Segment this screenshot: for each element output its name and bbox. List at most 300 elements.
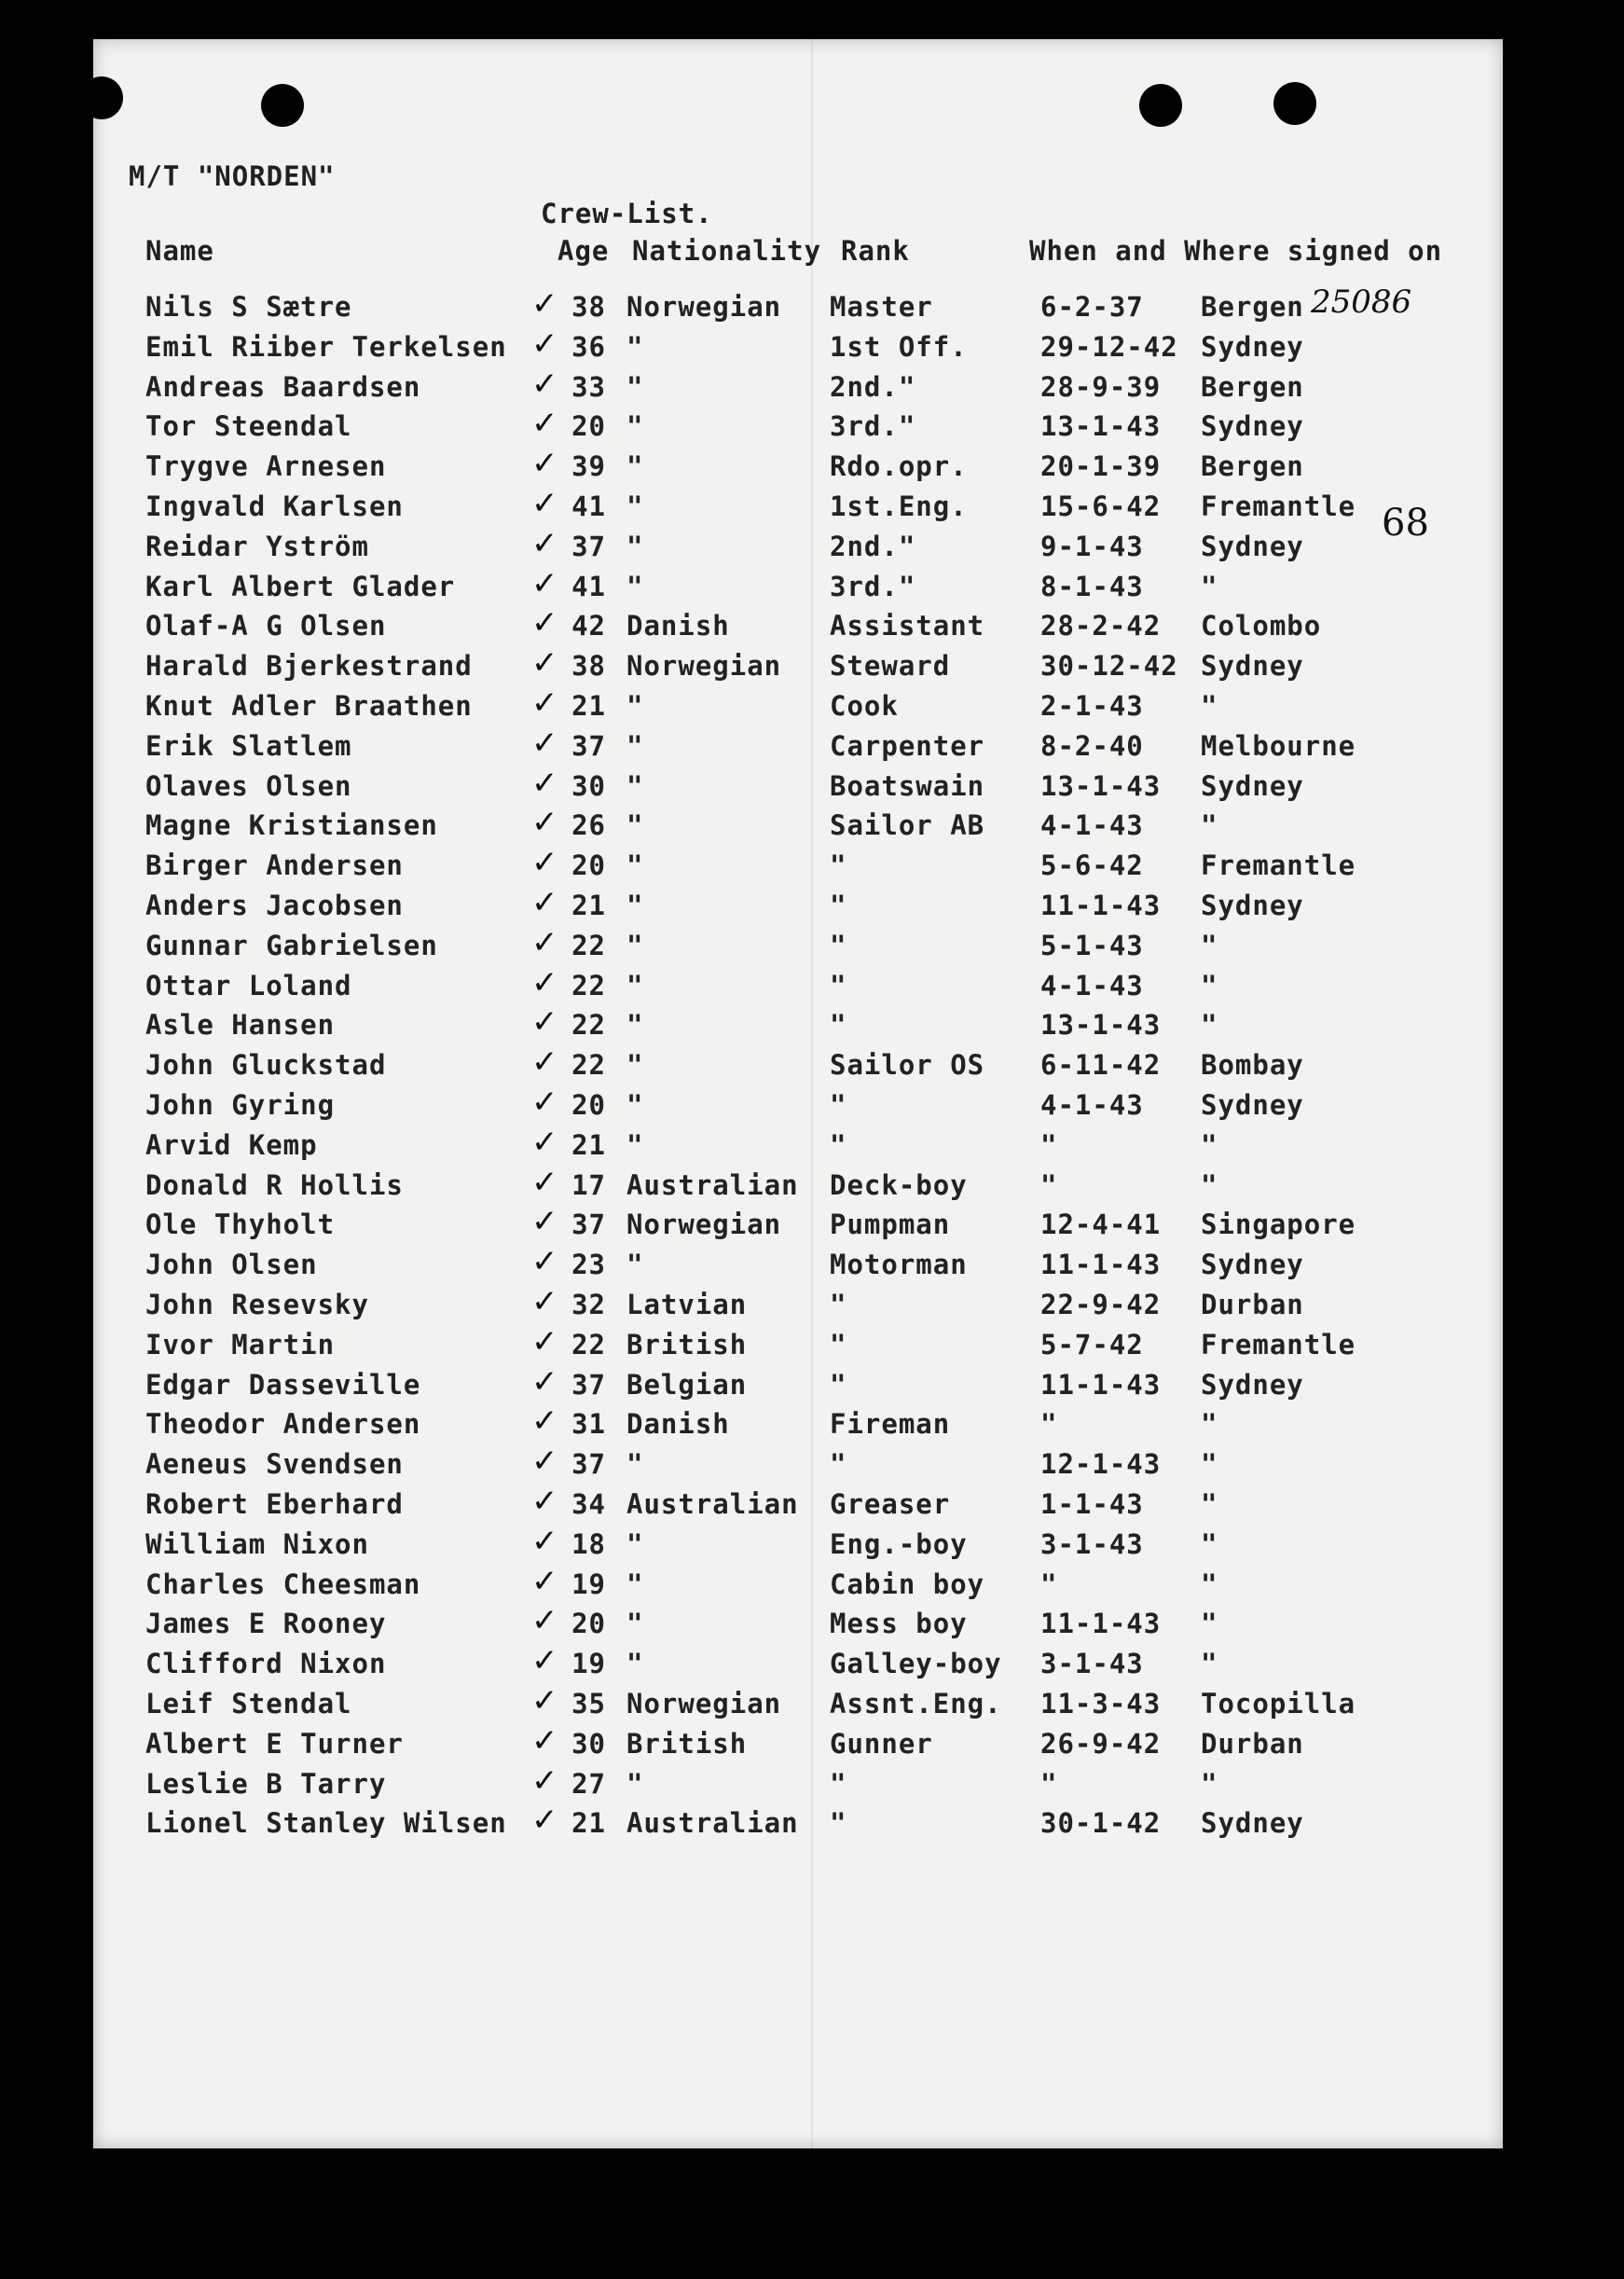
crew-name: Ottar Loland: [145, 969, 352, 1001]
table-row: [93, 1443, 1503, 1488]
crew-rank: ": [830, 1807, 847, 1840]
crew-signed-date: 5-1-43: [1040, 929, 1144, 961]
crew-nationality: ": [626, 530, 644, 562]
crew-age: 32: [571, 1289, 606, 1320]
checkmark-icon: ✓: [531, 485, 558, 522]
table-row: [93, 1203, 1503, 1249]
checkmark-icon: ✓: [531, 1761, 558, 1800]
crew-name: Magne Kristiansen: [145, 809, 438, 842]
crew-signed-date: 2-1-43: [1040, 690, 1144, 722]
crew-nationality: ": [626, 1648, 644, 1680]
crew-signed-place: ": [1201, 1648, 1218, 1680]
crew-nationality: ": [626, 1009, 644, 1042]
crew-age: 37: [571, 530, 606, 562]
crew-nationality: ": [626, 1128, 644, 1161]
table-row: [93, 1522, 1503, 1568]
crew-signed-place: ": [1201, 1408, 1218, 1441]
crew-age: 36: [571, 330, 606, 363]
crew-signed-date: 8-1-43: [1040, 570, 1144, 602]
crew-signed-date: 6-11-42: [1040, 1049, 1162, 1082]
crew-signed-place: Bergen: [1201, 450, 1304, 483]
crew-age: 26: [571, 809, 606, 842]
crew-signed-date: 9-1-43: [1040, 530, 1144, 562]
crew-name: Donald R Hollis: [145, 1168, 404, 1201]
crew-name: Harald Bjerkestrand: [145, 650, 473, 683]
crew-signed-place: Bergen: [1201, 370, 1304, 403]
crew-name: Reidar Yström: [145, 530, 369, 562]
crew-signed-date: 12-1-43: [1040, 1448, 1162, 1481]
crew-age: 30: [571, 769, 606, 802]
crew-rank: ": [830, 1009, 847, 1042]
checkmark-icon: ✓: [531, 884, 558, 921]
checkmark-icon: ✓: [531, 724, 558, 762]
crew-signed-place: Sydney: [1201, 890, 1304, 921]
crew-signed-place: ": [1201, 1767, 1218, 1800]
crew-signed-place: ": [1201, 1608, 1218, 1640]
crew-rank: Fireman: [830, 1408, 951, 1441]
crew-name: Theodor Andersen: [145, 1408, 421, 1441]
crew-signed-place: ": [1201, 570, 1218, 602]
table-row: [93, 884, 1503, 930]
crew-name: John Gluckstad: [145, 1049, 387, 1082]
vessel-name: M/T "NORDEN": [129, 160, 336, 192]
checkmark-icon: ✓: [531, 1362, 558, 1401]
crew-signed-date: 3-1-43: [1040, 1527, 1144, 1560]
checkmark-icon: ✓: [531, 1203, 558, 1241]
crew-nationality: Norwegian: [626, 1209, 782, 1241]
crew-age: 17: [571, 1168, 606, 1201]
table-row: [93, 1562, 1503, 1609]
header-age: Age: [557, 235, 610, 267]
crew-signed-date: 3-1-43: [1040, 1648, 1144, 1680]
crew-rank: ": [830, 1289, 847, 1320]
crew-rank: Motorman: [830, 1249, 968, 1281]
crew-rank: Assistant: [830, 610, 985, 642]
checkmark-icon: ✓: [531, 325, 558, 363]
crew-nationality: ": [626, 1089, 644, 1121]
crew-nationality: ": [626, 769, 644, 802]
checkmark-icon: ✓: [531, 644, 558, 683]
crew-rank: ": [830, 1128, 847, 1161]
crew-rank: ": [830, 890, 847, 921]
table-row: [93, 445, 1503, 490]
crew-signed-date: 4-1-43: [1040, 1089, 1144, 1121]
crew-nationality: ": [626, 729, 644, 762]
crew-signed-place: ": [1201, 1009, 1218, 1042]
crew-nationality: ": [626, 1608, 644, 1640]
crew-age: 21: [571, 1128, 606, 1161]
crew-signed-date: 26-9-42: [1040, 1727, 1162, 1760]
crew-signed-date: 11-1-43: [1040, 890, 1162, 921]
checkmark-icon: ✓: [531, 1402, 558, 1441]
table-row: [93, 564, 1503, 611]
crew-name: Olaf-A G Olsen: [145, 610, 387, 642]
crew-name: Erik Slatlem: [145, 729, 352, 762]
crew-age: 41: [571, 490, 606, 522]
crew-signed-date: ": [1040, 1408, 1058, 1441]
crew-signed-place: Sydney: [1201, 769, 1304, 802]
crew-rank: 2nd.": [830, 530, 916, 562]
crew-nationality: ": [626, 370, 644, 403]
crew-nationality: ": [626, 1448, 644, 1481]
crew-rank: Cabin boy: [830, 1568, 985, 1600]
table-row: [93, 1402, 1503, 1448]
crew-signed-place: ": [1201, 1168, 1218, 1201]
crew-signed-date: 11-1-43: [1040, 1249, 1162, 1281]
crew-signed-place: Bergen: [1201, 291, 1304, 323]
crew-nationality: ": [626, 410, 644, 443]
crew-signed-date: 5-7-42: [1040, 1328, 1144, 1360]
crew-age: 35: [571, 1688, 606, 1720]
table-row: [93, 405, 1503, 450]
checkmark-icon: ✓: [531, 1483, 558, 1520]
crew-nationality: ": [626, 690, 644, 722]
crew-signed-place: Durban: [1201, 1289, 1304, 1320]
crew-name: Asle Hansen: [145, 1009, 336, 1042]
crew-rank: Galley-boy: [830, 1648, 1002, 1680]
crew-signed-place: ": [1201, 1527, 1218, 1560]
checkmark-icon: ✓: [531, 604, 558, 642]
crew-signed-date: 15-6-42: [1040, 490, 1162, 522]
crew-age: 30: [571, 1727, 606, 1760]
crew-name: Albert E Turner: [145, 1727, 404, 1760]
crew-signed-place: Fremantle: [1201, 1328, 1356, 1360]
crew-rank: ": [830, 1368, 847, 1401]
crew-name: Ingvald Karlsen: [145, 490, 404, 522]
crew-rank: ": [830, 1767, 847, 1800]
crew-signed-date: 1-1-43: [1040, 1488, 1144, 1520]
crew-signed-place: Sydney: [1201, 650, 1304, 683]
table-row: [93, 804, 1503, 849]
crew-signed-place: Sydney: [1201, 1368, 1304, 1401]
checkmark-icon: ✓: [531, 1522, 558, 1560]
crew-signed-date: 13-1-43: [1040, 769, 1162, 802]
checkmark-icon: ✓: [531, 764, 558, 802]
table-row: [93, 1322, 1503, 1369]
table-row: [93, 285, 1503, 331]
table-row: [93, 963, 1503, 1010]
table-row: [93, 365, 1503, 411]
checkmark-icon: ✓: [531, 923, 558, 961]
crew-nationality: ": [626, 849, 644, 882]
crew-rank: Rdo.opr.: [830, 450, 968, 483]
checkmark-icon: ✓: [531, 365, 558, 403]
crew-signed-place: ": [1201, 929, 1218, 961]
crew-rank: Assnt.Eng.: [830, 1688, 1002, 1720]
crew-rank: ": [830, 929, 847, 961]
table-row: [93, 764, 1503, 810]
crew-name: Nils S Sætre: [145, 291, 352, 323]
table-row: [93, 1682, 1503, 1728]
crew-rank: Cook: [830, 690, 899, 722]
crew-signed-date: 28-9-39: [1040, 370, 1162, 403]
crew-signed-date: 11-3-43: [1040, 1688, 1162, 1720]
crew-signed-place: ": [1201, 969, 1218, 1001]
punch-hole: [1273, 82, 1316, 125]
header-rank: Rank: [841, 235, 910, 267]
crew-nationality: ": [626, 929, 644, 961]
crew-age: 19: [571, 1568, 606, 1600]
crew-signed-date: ": [1040, 1568, 1058, 1600]
crew-age: 21: [571, 690, 606, 722]
crew-age: 38: [571, 291, 606, 323]
crew-nationality: ": [626, 890, 644, 921]
crew-signed-place: Melbourne: [1201, 729, 1356, 762]
crew-name: Tor Steendal: [145, 410, 352, 443]
crew-name: John Gyring: [145, 1089, 336, 1121]
crew-age: 41: [571, 570, 606, 602]
crew-signed-place: Colombo: [1201, 610, 1322, 642]
crew-nationality: ": [626, 1527, 644, 1560]
crew-signed-place: Sydney: [1201, 330, 1304, 363]
crew-rank: Eng.-boy: [830, 1527, 968, 1560]
table-row: [93, 1761, 1503, 1808]
table-row: [93, 844, 1503, 890]
crew-rank: Carpenter: [830, 729, 985, 762]
checkmark-icon: ✓: [531, 844, 558, 882]
crew-age: 39: [571, 450, 606, 483]
crew-signed-place: Fremantle: [1201, 849, 1356, 882]
crew-age: 20: [571, 410, 606, 443]
crew-nationality: ": [626, 1249, 644, 1281]
checkmark-icon: ✓: [531, 564, 558, 602]
crew-rank: Steward: [830, 650, 951, 683]
crew-nationality: Norwegian: [626, 1688, 782, 1720]
crew-signed-place: ": [1201, 809, 1218, 842]
crew-nationality: Australian: [626, 1168, 799, 1201]
crew-rank: Pumpman: [830, 1209, 951, 1241]
crew-rank: Gunner: [830, 1727, 933, 1760]
crew-nationality: ": [626, 809, 644, 842]
crew-signed-place: Tocopilla: [1201, 1688, 1356, 1720]
crew-nationality: ": [626, 1767, 644, 1800]
crew-name: Emil Riiber Terkelsen: [145, 330, 507, 363]
crew-rank: ": [830, 1089, 847, 1121]
crew-name: Olaves Olsen: [145, 769, 352, 802]
crew-name: Anders Jacobsen: [145, 890, 404, 921]
crew-nationality: Australian: [626, 1488, 799, 1520]
crew-signed-date: 5-6-42: [1040, 849, 1144, 882]
crew-signed-date: 4-1-43: [1040, 969, 1144, 1001]
crew-nationality: ": [626, 450, 644, 483]
crew-age: 31: [571, 1408, 606, 1441]
crew-signed-date: 30-1-42: [1040, 1807, 1162, 1840]
crew-nationality: Danish: [626, 1408, 730, 1441]
crew-rank: ": [830, 1448, 847, 1481]
crew-age: 37: [571, 1209, 606, 1241]
crew-age: 27: [571, 1767, 606, 1800]
crew-age: 18: [571, 1527, 606, 1560]
checkmark-icon: ✓: [531, 1602, 558, 1640]
checkmark-icon: ✓: [531, 1123, 558, 1161]
crew-age: 22: [571, 1009, 606, 1042]
header-name: Name: [145, 235, 214, 267]
checkmark-icon: ✓: [531, 684, 558, 722]
table-row: [93, 1362, 1503, 1409]
header-nationality: Nationality: [632, 235, 822, 267]
crew-rank: ": [830, 969, 847, 1001]
crew-rank: 3rd.": [830, 410, 916, 443]
crew-nationality: ": [626, 570, 644, 602]
crew-nationality: Norwegian: [626, 291, 782, 323]
crew-nationality: Latvian: [626, 1289, 748, 1320]
crew-age: 42: [571, 610, 606, 642]
checkmark-icon: ✓: [531, 1084, 558, 1121]
table-row: [93, 1123, 1503, 1169]
table-row: [93, 524, 1503, 571]
crew-age: 22: [571, 1328, 606, 1360]
crew-signed-date: 13-1-43: [1040, 1009, 1162, 1042]
crew-nationality: British: [626, 1328, 748, 1360]
crew-rank: Master: [830, 291, 933, 323]
crew-name: Trygve Arnesen: [145, 450, 387, 483]
crew-name: Karl Albert Glader: [145, 570, 456, 602]
table-row: [93, 1483, 1503, 1528]
crew-signed-date: ": [1040, 1168, 1058, 1201]
crew-rank: ": [830, 849, 847, 882]
crew-age: 38: [571, 650, 606, 683]
crew-signed-place: Sydney: [1201, 1807, 1304, 1840]
crew-signed-place: Bombay: [1201, 1049, 1304, 1082]
crew-rank: 1st.Eng.: [830, 490, 968, 522]
crew-signed-date: 30-12-42: [1040, 650, 1178, 683]
crew-name: James E Rooney: [145, 1608, 387, 1640]
checkmark-icon: ✓: [531, 1682, 558, 1720]
crew-signed-place: Sydney: [1201, 1249, 1304, 1281]
checkmark-icon: ✓: [531, 1642, 558, 1680]
checkmark-icon: ✓: [531, 1802, 558, 1840]
crew-rank: Mess boy: [830, 1608, 968, 1640]
crew-signed-place: ": [1201, 1488, 1218, 1520]
table-row: [93, 1043, 1503, 1089]
checkmark-icon: ✓: [531, 804, 558, 842]
checkmark-icon: ✓: [531, 1721, 558, 1760]
document-title: Crew-List.: [541, 198, 713, 229]
checkmark-icon: ✓: [531, 445, 558, 483]
crew-name: John Olsen: [145, 1249, 318, 1281]
crew-rank: 2nd.": [830, 370, 916, 403]
crew-age: 20: [571, 1608, 606, 1640]
crew-rank: Greaser: [830, 1488, 951, 1520]
table-row: [93, 684, 1503, 730]
crew-nationality: ": [626, 969, 644, 1001]
punch-hole: [261, 84, 304, 127]
crew-rank: Sailor AB: [830, 809, 985, 842]
crew-age: 34: [571, 1488, 606, 1520]
crew-signed-date: 8-2-40: [1040, 729, 1144, 762]
crew-nationality: Belgian: [626, 1368, 748, 1401]
crew-name: Lionel Stanley Wilsen: [145, 1807, 507, 1840]
table-row: [93, 1602, 1503, 1648]
crew-name: Robert Eberhard: [145, 1488, 404, 1520]
crew-rank: 1st Off.: [830, 330, 968, 363]
crew-signed-date: 29-12-42: [1040, 330, 1178, 363]
crew-signed-date: 22-9-42: [1040, 1289, 1162, 1320]
crew-age: 37: [571, 1448, 606, 1481]
crew-age: 23: [571, 1249, 606, 1281]
table-row: [93, 1721, 1503, 1768]
crew-name: Leslie B Tarry: [145, 1767, 387, 1800]
crew-age: 19: [571, 1648, 606, 1680]
checkmark-icon: ✓: [531, 1043, 558, 1082]
checkmark-icon: ✓: [531, 1243, 558, 1281]
crew-age: 37: [571, 1368, 606, 1401]
table-row: [93, 1003, 1503, 1049]
crew-age: 37: [571, 729, 606, 762]
crew-name: William Nixon: [145, 1527, 369, 1560]
crew-name: Arvid Kemp: [145, 1128, 318, 1161]
checkmark-icon: ✓: [531, 524, 558, 562]
crew-name: Ivor Martin: [145, 1328, 336, 1360]
checkmark-icon: ✓: [531, 1003, 558, 1042]
crew-age: 22: [571, 1049, 606, 1082]
table-row: [93, 1802, 1503, 1847]
crew-name: Birger Andersen: [145, 849, 404, 882]
crew-signed-date: 6-2-37: [1040, 291, 1144, 323]
checkmark-icon: ✓: [531, 1283, 558, 1320]
table-row: [93, 485, 1503, 531]
crew-signed-place: Sydney: [1201, 410, 1304, 443]
header-signed-on: When and Where signed on: [1029, 235, 1443, 267]
crew-signed-date: 11-1-43: [1040, 1608, 1162, 1640]
crew-nationality: ": [626, 490, 644, 522]
crew-signed-place: ": [1201, 690, 1218, 722]
crew-name: Leif Stendal: [145, 1688, 352, 1720]
crew-name: Charles Cheesman: [145, 1568, 421, 1600]
table-row: [93, 1163, 1503, 1209]
crew-rank: Deck-boy: [830, 1168, 968, 1201]
table-row: [93, 604, 1503, 650]
checkmark-icon: ✓: [531, 1322, 558, 1360]
crew-signed-place: Fremantle: [1201, 490, 1356, 522]
punch-hole: [80, 76, 123, 119]
crew-nationality: Norwegian: [626, 650, 782, 683]
checkmark-icon: ✓: [531, 405, 558, 443]
crew-signed-place: ": [1201, 1568, 1218, 1600]
crew-rank: 3rd.": [830, 570, 916, 602]
crew-signed-place: Durban: [1201, 1727, 1304, 1760]
table-row: [93, 923, 1503, 970]
crew-age: 21: [571, 1807, 606, 1840]
crew-signed-date: 28-2-42: [1040, 610, 1162, 642]
crew-signed-date: 11-1-43: [1040, 1368, 1162, 1401]
table-row: [93, 644, 1503, 690]
crew-nationality: Australian: [626, 1807, 799, 1840]
crew-age: 33: [571, 370, 606, 403]
crew-signed-date: 4-1-43: [1040, 809, 1144, 842]
checkmark-icon: ✓: [531, 963, 558, 1001]
crew-rank: Sailor OS: [830, 1049, 985, 1082]
crew-signed-date: 13-1-43: [1040, 410, 1162, 443]
table-row: [93, 1243, 1503, 1289]
crew-signed-place: Singapore: [1201, 1209, 1356, 1241]
crew-nationality: Danish: [626, 610, 730, 642]
crew-age: 20: [571, 1089, 606, 1121]
crew-age: 22: [571, 929, 606, 961]
crew-signed-place: ": [1201, 1128, 1218, 1161]
crew-name: Clifford Nixon: [145, 1648, 387, 1680]
crew-name: Gunnar Gabrielsen: [145, 929, 438, 961]
crew-signed-date: 12-4-41: [1040, 1209, 1162, 1241]
crew-name: Edgar Dasseville: [145, 1368, 421, 1401]
checkmark-icon: ✓: [531, 285, 558, 323]
crew-nationality: ": [626, 330, 644, 363]
table-row: [93, 325, 1503, 371]
crew-signed-place: Sydney: [1201, 530, 1304, 562]
crew-name: John Resevsky: [145, 1289, 369, 1320]
crew-name: Andreas Baardsen: [145, 370, 421, 403]
crew-name: Ole Thyholt: [145, 1209, 336, 1241]
